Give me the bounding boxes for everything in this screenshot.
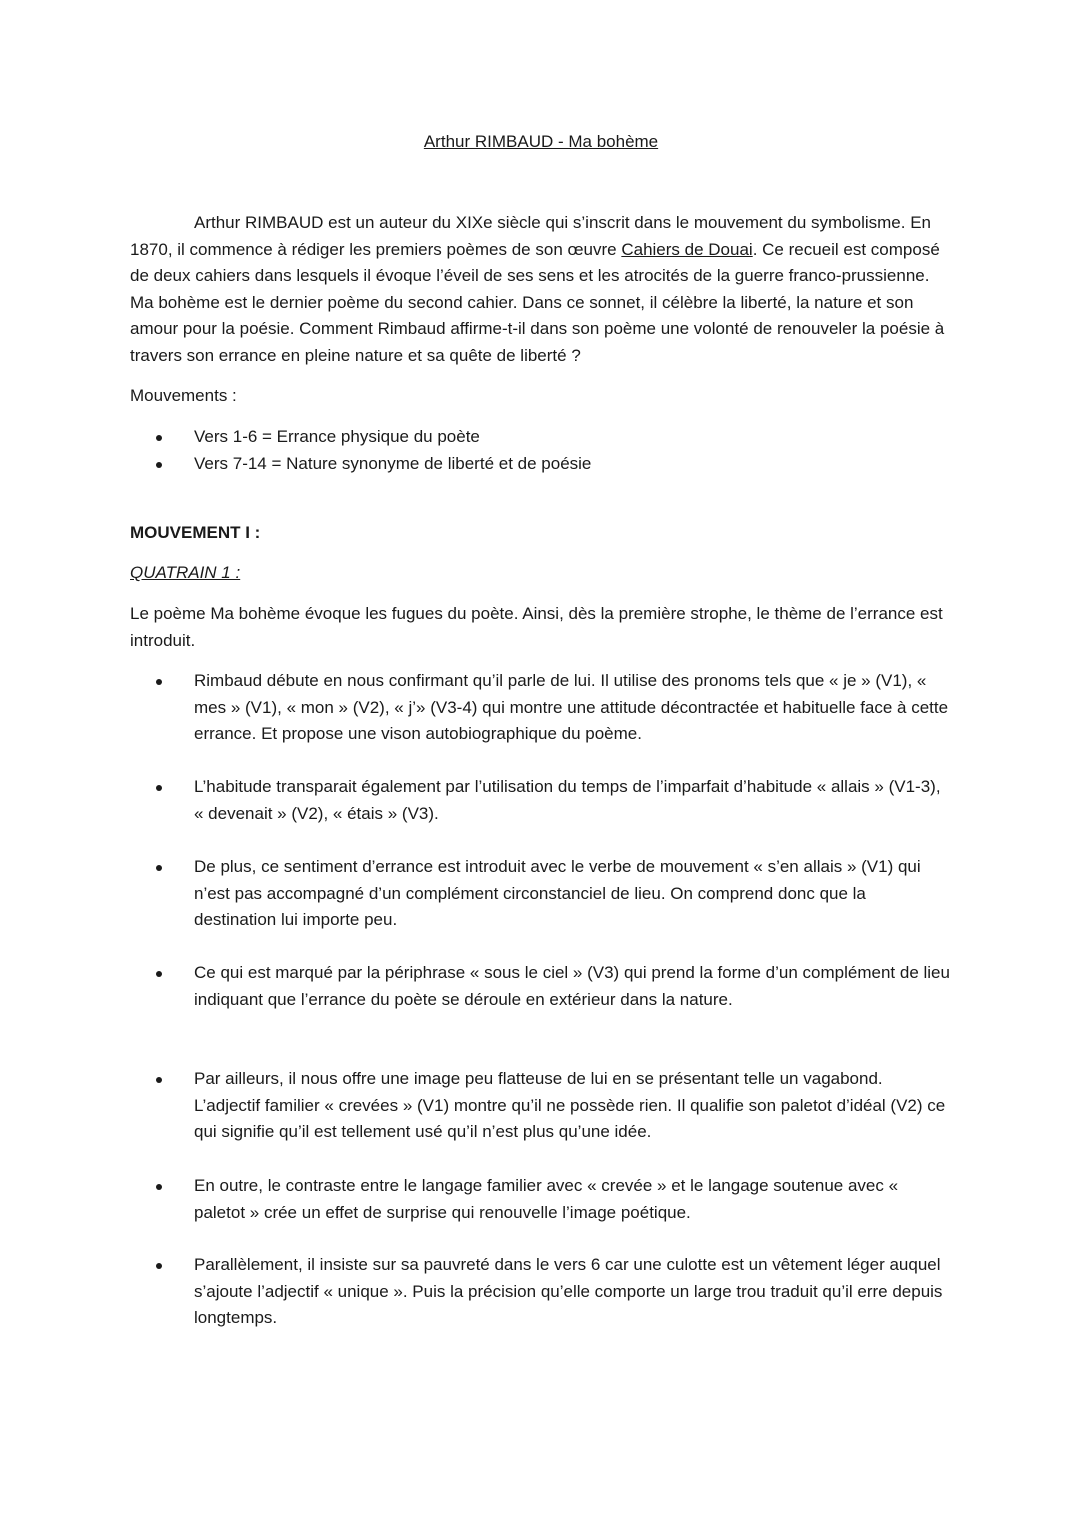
analysis-point (130, 1173, 952, 1226)
movement-text: Vers 7-14 = Nature synonyme de liberté et de poésie (194, 453, 592, 473)
bullet-icon (156, 865, 162, 871)
movement-text: Vers 1-6 = Errance physique du poète (194, 427, 480, 446)
point-text: Ce qui est marqué par la périphrase « sous le ciel » (V3) qui prend la forme d’un complément de lieu indiquant que l’errance du poète se déroule en extérieur dans la nature. (194, 963, 950, 1009)
list-item (130, 774, 952, 827)
intro-paragraph (130, 210, 952, 369)
subsection-heading: QUATRAIN 1 : (130, 563, 241, 582)
list-item (130, 1066, 952, 1146)
analysis-point (130, 1252, 952, 1332)
movements-list (130, 424, 952, 477)
section-heading: MOUVEMENT I : (130, 523, 261, 542)
intro-text-part2: . Ce recueil est composé de deux cahiers dans lesquels il évoque l’éveil de ses sens et les atrocités de la guerre franco-prussienne. Ma bohème est le dernier poème du second cahier. Dans ce sonnet, il célèbre la liberté, la nature et son amour pour la poésie. Comment Rimbaud affirme-t-il dans son poème une volonté de renouveler la poésie à travers son errance en pleine nature et sa quête de liberté ? (130, 239, 945, 365)
point-text: Rimbaud débute en nous confirmant qu’il parle de lui. Il utilise des pronoms tels que « je » (V1), « mes » (V1), « mon » (V2), « j’» (V3-4) qui montre une attitude décontractée et habituelle face à cette errance. Et propose une vison autobiographique du poème. (194, 671, 949, 743)
list-item (130, 451, 952, 478)
point-text: Par ailleurs, il nous offre une image peu flatteuse de lui en se présentant telle un vagabond. L’adjectif familier « crevées » (V1) montre qu’il ne possède rien. Il qualifie son paletot d’idéal (V2) ce qui signifie qu’il est tellement usé qu’il n’est plus qu’une idée. (194, 1069, 946, 1141)
list-item (130, 854, 952, 934)
list-item (130, 1252, 952, 1332)
list-item (130, 668, 952, 748)
analysis-point (130, 774, 952, 827)
point-text: L’habitude transparait également par l’utilisation du temps de l’imparfait d’habitude « allais » (V1-3), « devenait » (V2), « étais » (V3). (194, 777, 941, 823)
bullet-icon (156, 679, 162, 685)
analysis-point (130, 1066, 952, 1146)
bullet-icon (156, 1184, 162, 1190)
analysis-point (130, 854, 952, 934)
movements-label: Mouvements : (130, 386, 237, 405)
bullet-icon (156, 971, 162, 977)
bullet-icon (156, 785, 162, 791)
bullet-icon (156, 435, 162, 441)
list-item (130, 1173, 952, 1226)
analysis-point (130, 668, 952, 748)
analysis-point (130, 960, 952, 1013)
bullet-icon (156, 1263, 162, 1269)
list-item (130, 960, 952, 1013)
lead-paragraph: Le poème Ma bohème évoque les fugues du poète. Ainsi, dès la première strophe, le thème de l’errance est introduit. (130, 604, 943, 650)
bullet-icon (156, 1077, 162, 1083)
point-text: Parallèlement, il insiste sur sa pauvreté dans le vers 6 car une culotte est un vêtement léger auquel s’ajoute l’adjectif « unique ». Puis la précision qu’elle comporte un large trou traduit qu’il erre depuis longtemps. (194, 1255, 943, 1327)
intro-text-part1: Arthur RIMBAUD est un auteur du XIXe siècle qui s’inscrit dans le mouvement du symbolisme. En 1870, il commence à rédiger les premiers poèmes de son œuvre (130, 213, 931, 259)
list-item (130, 424, 952, 451)
point-text: En outre, le contraste entre le langage familier avec « crevée » et le langage soutenue avec « paletot » crée un effet de surprise qui renouvelle l’image poétique. (194, 1176, 899, 1222)
document-title: Arthur RIMBAUD - Ma bohème (423, 132, 659, 151)
bullet-icon (156, 462, 162, 468)
point-text: De plus, ce sentiment d’errance est introduit avec le verbe de mouvement « s’en allais » (V1) qui n’est pas accompagné d’un complément circonstanciel de lieu. On comprend donc que la destination lui importe peu. (194, 857, 921, 929)
work-title: Cahiers de Douai (621, 239, 753, 259)
